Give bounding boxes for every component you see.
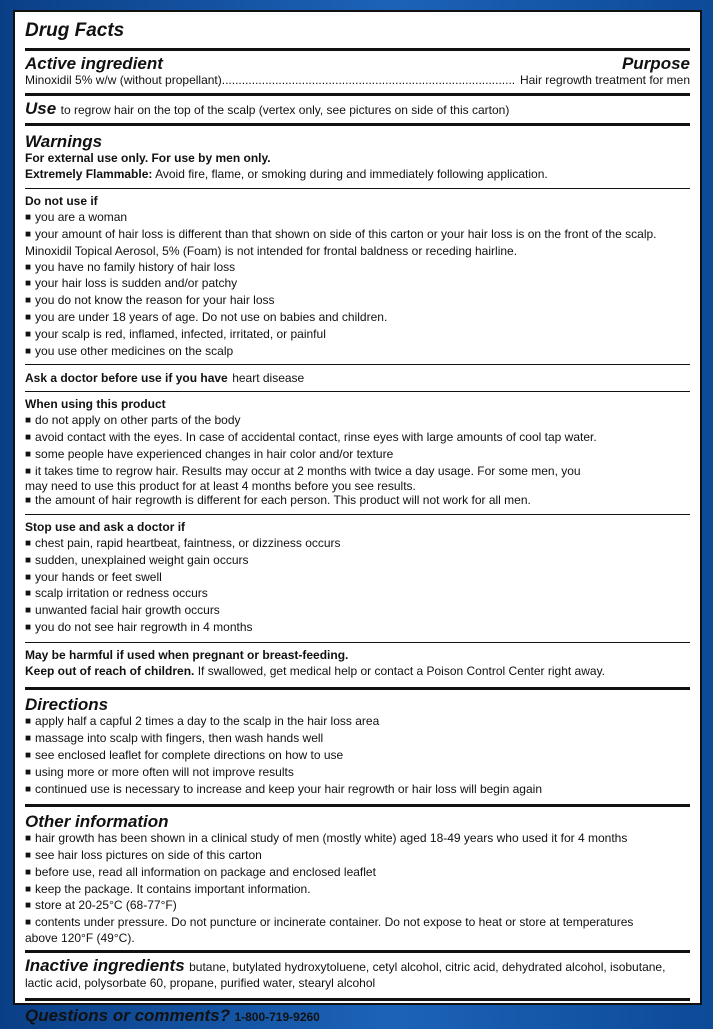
active-ingredient-text: Minoxidil 5% w/w (without propellant) [25,73,222,87]
drug-facts-panel [13,10,702,1025]
list-item: ■ unwanted facial hair growth occurs [25,603,690,620]
flammable-line [25,167,690,183]
ask-doctor-text: heart disease [232,371,305,386]
list-item: ■ you do not see hair regrowth in 4 months [25,620,690,637]
list-item: ■ store at 20-25°C (68-77°F) [25,898,690,915]
purpose-text: Hair regrowth treatment for men [519,73,690,87]
list-item: ■ your hands or feet swell [25,570,690,587]
inactive-ingredients-text: butane, butylated hydroxytoluene, cetyl alcohol, citric acid, dehydrated alcohol, isobutane, [189,960,666,975]
list-item: ■ you do not know the reason for your hair loss [25,293,690,310]
list-item: ■ some people have experienced changes in hair color and/or texture [25,447,690,464]
list-item-continuation: above 120°F (49°C). [25,931,135,946]
pregnancy-text: May be harmful if used when pregnant or breast-feeding. [25,647,349,662]
list-item: ■ the amount of hair regrowth is different for each person. This product will not work for all men. [25,493,690,510]
active-ingredient-row [25,73,690,89]
list-item: ■ using more or more often will not improve results [25,765,690,782]
list-item: ■ keep the package. It contains important information. [25,882,690,899]
list-item: ■ contents under pressure. Do not puncture or incinerate container. Do not expose to heat or store at temperatures [25,915,690,932]
list-item: ■ do not apply on other parts of the body [25,413,690,430]
list-item: ■ you are under 18 years of age. Do not use on babies and children. [25,310,690,327]
pregnancy-section [25,643,690,683]
when-using-heading: When using this product [25,397,166,412]
list-item-continuation: may need to use this product for at least 4 months before you see results. [25,479,416,494]
purpose-heading: Purpose [621,54,690,73]
do-not-use-heading: Do not use if [25,194,98,209]
when-using-section [25,392,690,513]
list-item: ■ your hair loss is sudden and/or patchy [25,276,690,293]
dot-leader: ........................................................................................ [221,73,516,87]
list-item: ■ avoid contact with the eyes. In case of accidental contact, rinse eyes with large amounts of cool tap water. [25,430,690,447]
inactive-ingredients-heading: Inactive ingredients [25,956,185,976]
flammable-label: Extremely Flammable: [25,166,153,181]
list-item: ■ it takes time to regrow hair. Results may occur at 2 months with twice a day usage. For some men, you [25,464,690,481]
list-item: ■ see hair loss pictures on side of this carton [25,848,690,865]
list-item: ■ chest pain, rapid heartbeat, faintness, or dizziness occurs [25,536,690,553]
list-item: ■ see enclosed leaflet for complete directions on how to use [25,748,690,765]
do-not-use-section [25,189,690,363]
frontal-baldness-note: Minoxidil Topical Aerosol, 5% (Foam) is not intended for frontal baldness or receding hairline. [25,243,518,258]
list-item: ■ continued use is necessary to increase and keep your hair regrowth or hair loss will begin again [25,782,690,799]
list-item: ■ you use other medicines on the scalp [25,344,690,361]
list-item: ■ your amount of hair loss is different than that shown on side of this carton or your hair loss is on the front of the scalp. [25,227,690,244]
use-text: to regrow hair on the top of the scalp (vertex only, see pictures on side of this carton) [60,102,510,117]
inactive-ingredients-text-2: lactic acid, polysorbate 60, propane, purified water, stearyl alcohol [25,976,376,991]
list-item: ■ sudden, unexplained weight gain occurs [25,553,690,570]
list-item: ■ you have no family history of hair loss [25,260,690,277]
list-item: ■ hair growth has been shown in a clinical study of men (mostly white) aged 18-49 years who used it for 4 months [25,831,690,848]
ask-doctor-label: Ask a doctor before use if you have [25,371,228,386]
directions-heading: Directions [25,695,109,715]
list-item: ■ you are a woman [25,210,690,227]
list-item: ■ your scalp is red, inflamed, infected, irritated, or painful [25,327,690,344]
directions-section [25,690,690,801]
keep-out-label: Keep out of reach of children. [25,663,195,678]
other-info-heading: Other information [25,812,169,832]
stop-use-heading: Stop use and ask a doctor if [25,520,186,535]
other-info-section [25,807,690,948]
active-ingredient-section [25,51,690,92]
use-section [25,96,690,121]
ask-doctor-section [25,365,690,390]
active-ingredient-heading: Active ingredient [25,54,163,73]
keep-out-text: If swallowed, get medical help or contact a Poison Control Center right away. [197,663,606,678]
flammable-text: Avoid fire, flame, or smoking during and immediately following application. [155,166,548,181]
phone-number: 1-800-719-9260 [234,1009,320,1024]
external-use-text: For external use only. For use by men only. [25,150,271,165]
keep-out-line [25,664,690,680]
questions-heading: Questions or comments? [25,1005,230,1025]
inactive-ingredients-section [25,953,690,995]
drug-facts-title: Drug Facts [25,20,125,41]
list-item: ■ apply half a capful 2 times a day to the scalp in the hair loss area [25,714,690,731]
list-item: ■ before use, read all information on package and enclosed leaflet [25,865,690,882]
warnings-section [25,126,690,186]
list-item: ■ massage into scalp with fingers, then wash hands well [25,731,690,748]
stop-use-section [25,515,690,640]
warnings-heading: Warnings [25,131,103,151]
list-item: ■ scalp irritation or redness occurs [25,586,690,603]
use-heading: Use [25,98,57,118]
